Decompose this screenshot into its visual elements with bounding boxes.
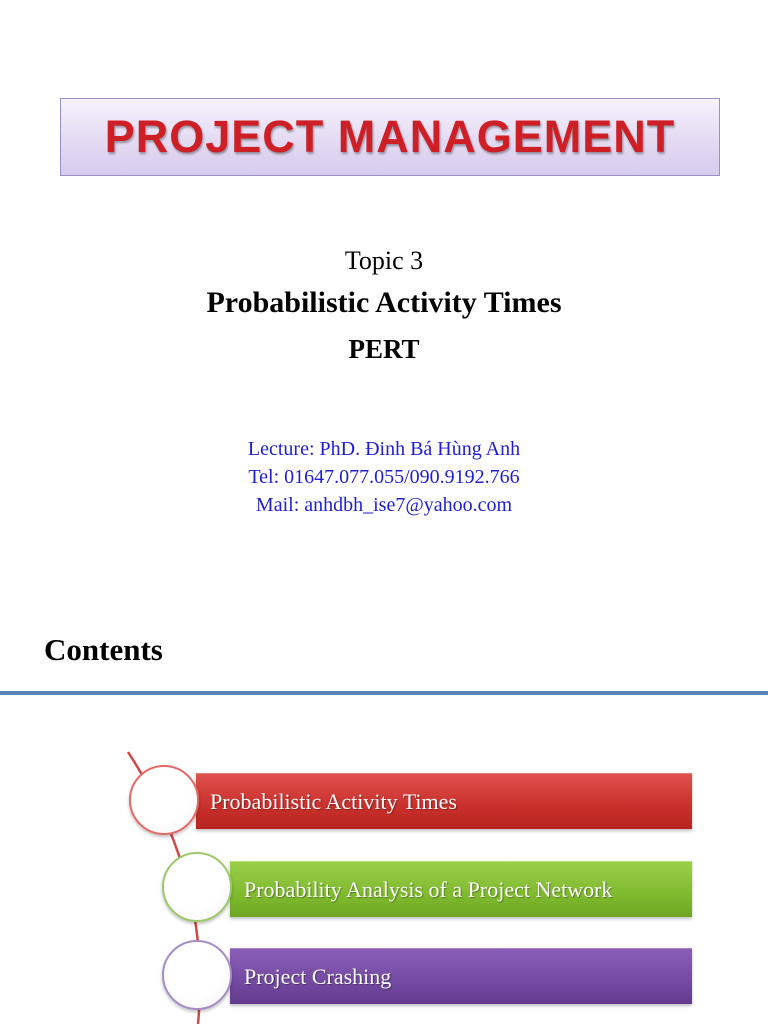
telephone-line: Tel: 01647.077.055/090.9192.766 xyxy=(248,466,520,488)
contents-item-label: Project Crashing xyxy=(244,963,392,989)
contents-item-label: Probability Analysis of a Project Network xyxy=(244,876,613,902)
topic-subtitle: Probabilistic Activity Times xyxy=(206,286,562,319)
contents-item-2[interactable] xyxy=(230,861,692,917)
contents-item-1[interactable] xyxy=(196,773,692,829)
bullet-circle-3 xyxy=(162,940,232,1010)
contents-heading: Contents xyxy=(44,632,163,667)
email-line: Mail: anhdbh_ise7@yahoo.com xyxy=(255,494,513,516)
bullet-circle-2 xyxy=(162,852,232,922)
contents-item-label: Probabilistic Activity Times xyxy=(210,788,457,814)
bullet-circle-1 xyxy=(129,765,199,835)
method-name: PERT xyxy=(348,334,420,364)
slide-title: PROJECT MANAGEMENT xyxy=(104,111,676,162)
contents-item-3[interactable] xyxy=(230,948,692,1004)
topic-number: Topic 3 xyxy=(344,246,424,275)
lecturer-line: Lecture: PhD. Đinh Bá Hùng Anh xyxy=(247,438,521,460)
